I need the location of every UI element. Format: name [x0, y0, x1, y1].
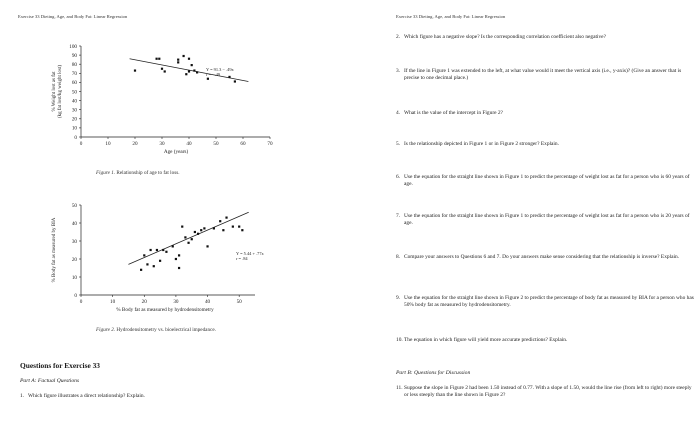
data-point	[175, 258, 177, 260]
question-text: Which figure illustrates a direct relationship? Explain.	[28, 393, 145, 399]
data-point	[213, 227, 215, 229]
data-point	[165, 251, 167, 253]
x-axis-label: % Body fat as measured by hydrodensitometry	[116, 307, 214, 313]
data-point	[193, 69, 195, 71]
equation-label: Y = 91.3 − .49x	[206, 67, 234, 72]
question-text: Use the equation for the straight line shown in Figure 1 to predict the percentage of weight lost as fat for a person who is 60 years of age.	[404, 174, 690, 187]
question-6	[396, 174, 696, 187]
y-tick-label: 50	[71, 89, 77, 96]
question-text: If the line in Figure 1 was extended to the left, at what value would it meet the vertical axis (i.e., y-axis)? (Give an answer that is precise to one decimal place.)	[404, 68, 682, 81]
part-a-title: Part A: Factual Questions	[20, 378, 80, 384]
y-tick-label: 0	[74, 134, 77, 141]
data-point	[191, 64, 193, 66]
question-number: 1.	[20, 393, 25, 399]
x-tick-label: 0	[79, 299, 83, 305]
data-point	[222, 229, 224, 231]
data-point	[191, 238, 193, 240]
y-tick-label: 80	[71, 62, 77, 68]
y-tick-label: 20	[71, 256, 77, 263]
question-text: The equation in which figure will yield more accurate predictions? Explain.	[404, 337, 568, 343]
question-text: Use the equation for the straight line shown in Figure 1 to predict the percentage of weight lost as fat for a person who is 20 years of age.	[404, 213, 690, 226]
data-point	[178, 267, 180, 269]
data-point	[161, 68, 163, 70]
data-point	[134, 69, 136, 71]
y-tick-label: 10	[71, 274, 77, 281]
x-tick-label: 60	[240, 141, 246, 147]
data-point	[150, 249, 152, 251]
equation-label: Y = 5.44 + .77x	[236, 251, 264, 256]
data-point	[172, 245, 174, 247]
figure-1-caption	[96, 170, 180, 176]
data-point	[207, 78, 209, 80]
data-point	[156, 58, 158, 60]
data-point	[158, 58, 160, 60]
y-tick-label: 70	[71, 71, 77, 78]
figure-2-caption	[96, 327, 216, 333]
y-axis-label: % Body fat as measured by BIA	[52, 217, 57, 283]
question-1	[20, 393, 320, 400]
x-tick-label: 10	[110, 299, 116, 305]
left-page	[0, 0, 345, 434]
question-4	[396, 110, 696, 117]
question-7	[396, 213, 696, 226]
question-text: What is the value of the intercept in Figure 2?	[404, 110, 503, 116]
regression-line	[128, 212, 248, 264]
data-point	[153, 265, 155, 267]
y-tick-label: 40	[71, 98, 77, 105]
data-point	[241, 229, 243, 231]
x-tick-label: 0	[79, 141, 83, 147]
data-point	[184, 236, 186, 238]
data-point	[225, 217, 227, 219]
data-point	[178, 254, 180, 256]
y-tick-label: 10	[71, 125, 77, 132]
x-tick-label: 40	[204, 299, 211, 305]
question-9	[396, 295, 696, 308]
data-point	[140, 269, 142, 271]
data-point	[185, 73, 187, 75]
question-text: Compare your answers to Questions 6 and 7. Do your answers make sense considering that the relationship is inverse? Explain.	[404, 254, 680, 260]
data-point	[159, 260, 161, 262]
question-number: 4.	[396, 110, 401, 116]
data-point	[188, 70, 190, 72]
y-tick-label: 0	[74, 292, 77, 299]
data-point	[181, 226, 183, 228]
question-2	[396, 34, 696, 41]
figure-1-caption-text: Relationship of age to fat loss.	[116, 170, 180, 176]
x-tick-label: 50	[236, 299, 242, 305]
data-point	[219, 220, 221, 222]
x-tick-label: 40	[186, 141, 192, 147]
data-point	[228, 76, 230, 78]
data-point	[146, 263, 148, 265]
right-page	[350, 0, 700, 434]
figure-1-caption-label: Figure 1.	[96, 170, 116, 176]
data-point	[196, 71, 198, 73]
data-point	[234, 80, 236, 82]
question-5	[396, 141, 696, 148]
data-point	[203, 227, 205, 229]
question-number: 2.	[396, 34, 401, 40]
question-8	[396, 254, 696, 261]
x-tick-label: 30	[173, 299, 179, 305]
section-title: Questions for Exercise 33	[20, 361, 100, 370]
y-tick-label: 40	[71, 220, 77, 227]
question-text: Use the equation for the straight line shown in Figure 2 to predict the percentage of body fat as measured by BIA for a person who has 50% body fat as measured by hydrodensitometry.	[404, 295, 694, 308]
data-point	[232, 226, 234, 228]
x-tick-label: 10	[105, 141, 111, 147]
running-head-left: Exercise 33 Dieting, Age, and Body Fat: Linear Regression	[18, 14, 128, 19]
question-number: 8.	[396, 254, 401, 260]
figure-1-chart	[0, 30, 345, 205]
question-number: 10.	[396, 337, 403, 343]
data-point	[188, 58, 190, 60]
data-point	[197, 233, 199, 235]
data-point	[200, 229, 202, 231]
question-text: Is the relationship depicted in Figure 1 or in Figure 2 stronger? Explain.	[404, 141, 559, 147]
running-head-right: Exercise 33 Dieting, Age, and Body Fat: Linear Regression	[396, 14, 506, 19]
x-axis-label: Age (years)	[163, 149, 189, 155]
r-value-label: r = .84	[236, 256, 248, 261]
y-tick-label: 90	[71, 52, 77, 59]
figure-2-caption-label: Figure 2.	[96, 327, 116, 333]
part-b-title: Part B: Questions for Discussion	[396, 370, 471, 376]
data-point	[143, 254, 145, 256]
question-3	[396, 68, 696, 81]
question-text: Which figure has a negative slope? Is the corresponding correlation coefficient also negative?	[404, 34, 606, 40]
data-point	[187, 242, 189, 244]
question-number: 3.	[396, 68, 401, 74]
y-tick-label: 30	[71, 107, 77, 114]
y-axis-label: % Weight lost as fat	[52, 71, 57, 112]
question-number: 6.	[396, 174, 401, 180]
y-tick-label: 100	[69, 43, 77, 50]
y-tick-label: 30	[71, 238, 77, 245]
x-tick-label: 20	[132, 141, 138, 147]
figure-2-caption-text: Hydrodensitometry vs. bioelectrical impedance.	[116, 327, 216, 333]
y-tick-label: 60	[71, 80, 77, 87]
data-point	[183, 55, 185, 57]
question-number: 5.	[396, 141, 401, 147]
question-number: 9.	[396, 295, 401, 301]
data-point	[162, 249, 164, 251]
y-tick-label: 50	[71, 202, 77, 209]
x-tick-label: 20	[141, 299, 147, 305]
data-point	[206, 245, 208, 247]
question-number: 11.	[396, 385, 403, 391]
data-point	[156, 249, 158, 251]
y-tick-label: 20	[71, 116, 77, 123]
x-tick-label: 70	[267, 141, 273, 147]
figure-2-chart	[0, 195, 345, 335]
question-number: 7.	[396, 213, 401, 219]
data-point	[238, 226, 240, 228]
r-value-label: r = −.49	[206, 72, 221, 77]
data-point	[177, 59, 179, 61]
question-10	[396, 337, 696, 344]
x-tick-label: 30	[159, 141, 165, 147]
data-point	[164, 70, 166, 72]
y-axis-label: (kg fat lost/kg weight lost)	[58, 64, 63, 119]
question-11	[396, 385, 696, 398]
data-point	[194, 231, 196, 233]
data-point	[177, 61, 179, 63]
question-text: Suppose the slope in Figure 2 had been 1.50 instead of 0.77. With a slope of 1.50, would the line rise (from left to right) more steeply or less steeply than the line shown in Figure 2?	[404, 385, 692, 398]
x-tick-label: 50	[213, 141, 219, 147]
